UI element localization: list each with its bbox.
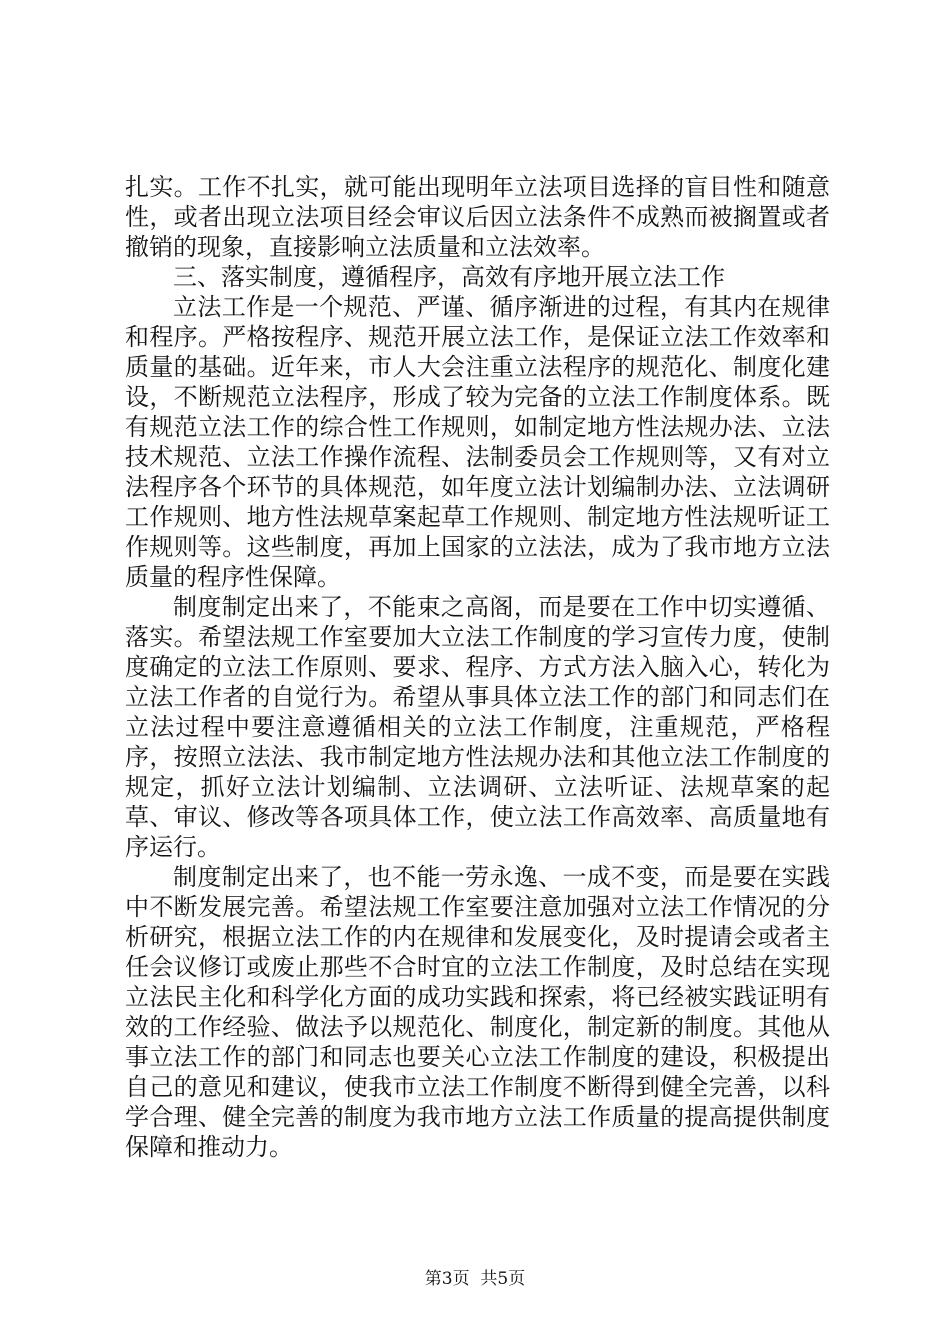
section-heading: 三、落实制度，遵循程序，高效有序地开展立法工作 bbox=[173, 263, 725, 291]
body-paragraph-1: 立法工作是一个规范、严谨、循序渐进的过程，有其内在规律和程序。严格按程序、规范开展立法工作，是保证立法工作效率和质量的基础。近年来，市人大会注重立法程序的规范化、制度化建设，不断规范立法程序，形成了较为完备的立法工作制度体系。既有规范立法工作的综合性工作规则，如制定地方性法规办法、立法技术规范、立法工作操作流程、法制委员会工作规则等，又有对立法程序各个环节的具体规范，如年度立法计划编制办法、立法调研工作规则、地方性法规草案起草工作规则、制定地方性法规听证工作规则等。这些制度，再加上国家的立法法，成为了我市地方立法质量的程序性保障。 bbox=[125, 293, 830, 591]
body-paragraph-2: 制度制定出来了，不能束之高阁，而是要在工作中切实遵循、落实。希望法规工作室要加大立法工作制度的学习宣传力度，使制度确定的立法工作原则、要求、程序、方式方法入脑入心，转化为立法工作者的自觉行为。希望从事具体立法工作的部门和同志们在立法过程中要注意遵循相关的立法工作制度，注重规范，严格程序，按照立法法、我市制定地方性法规办法和其他立法工作制度的规定，抓好立法计划编制、立法调研、立法听证、法规草案的起草、审议、修改等各项具体工作，使立法工作高效率、高质量地有序运行。 bbox=[125, 593, 830, 861]
page-number-label: 第3页 共5页 bbox=[424, 1269, 526, 1289]
document-body bbox=[125, 172, 830, 1162]
page-footer bbox=[0, 1268, 950, 1290]
body-paragraph-3: 制度制定出来了，也不能一劳永逸、一成不变，而是要在实践中不断发展完善。希望法规工作室要注意加强对立法工作情况的分析研究，根据立法工作的内在规律和发展变化，及时提请会或者主任会议修订或废止那些不合时宜的立法工作制度，及时总结在实现立法民主化和科学化方面的成功实践和探索，将已经被实践证明有效的工作经验、做法予以规范化、制度化，制定新的制度。其他从事立法工作的部门和同志也要关心立法工作制度的建设，积极提出自己的意见和建议，使我市立法工作制度不断得到健全完善，以科学合理、健全完善的制度为我市地方立法工作质量的提高提供制度保障和推动力。 bbox=[125, 863, 830, 1161]
continuation-paragraph: 扎实。工作不扎实，就可能出现明年立法项目选择的盲目性和随意性，或者出现立法项目经会审议后因立法条件不成熟而被搁置或者撤销的现象，直接影响立法质量和立法效率。 bbox=[125, 173, 830, 261]
